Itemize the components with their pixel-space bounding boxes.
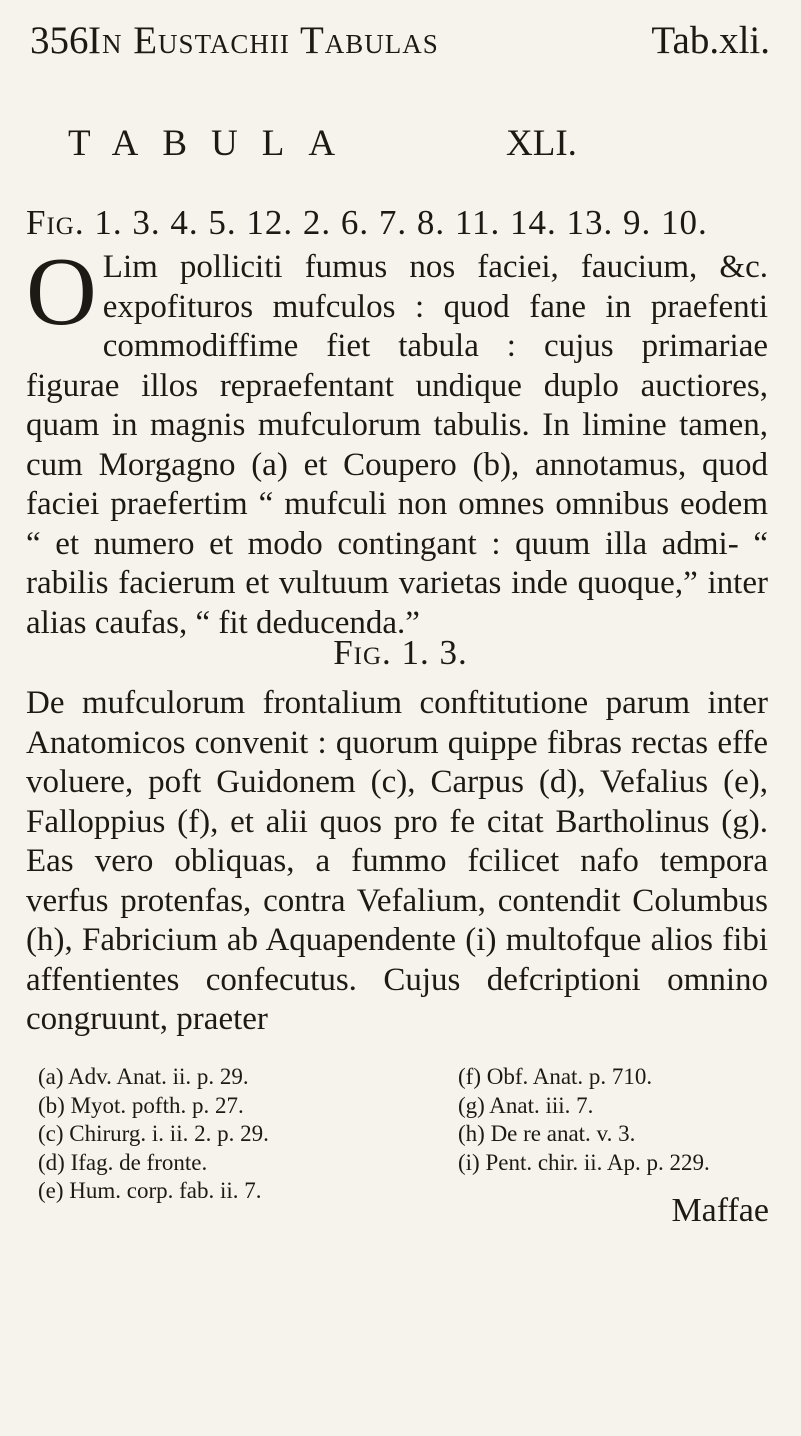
subheading-numbers: 1. 3. (401, 633, 468, 672)
footnote-b: (b) Myot. pofth. p. 27. (38, 1092, 244, 1118)
tabula-number: XLI. (506, 123, 577, 164)
paragraph-frontal-muscles (26, 684, 768, 1040)
catchword: Maffae (671, 1192, 769, 1229)
footnote-h: (h) De re anat. v. 3. (458, 1121, 636, 1146)
figure-list (26, 203, 708, 243)
paragraph-intro (26, 238, 768, 643)
footnote-e: (e) Hum. corp. fab. ii. 7. (38, 1178, 262, 1203)
paragraph-intro-text: Lim polliciti fumus nos faciei, faucium, &c. expofituros mufculos : quod fane in praefenti commodiffime fiet tabula : cujus primariae figurae illos repraefentant undique duplo auctiores, quam in magnis mufculorum tabulis. In limine tamen, cum Morgagno (a) et Coupero (b), annotamus, quod faciei praefertim “ mufculi non omnes omnibus eodem “ et numero et modo contingant : quum illa admi- “ rabilis facierum et vultuum varietas inde quoque,” inter alias caufas, “ fit deducenda.” (26, 249, 768, 641)
running-header (30, 18, 770, 76)
footnote-g: (g) Anat. iii. 7. (458, 1092, 594, 1118)
drop-cap: O (26, 238, 97, 346)
subheading-label: Fig. (333, 633, 392, 672)
footnotes-right-column (458, 1063, 788, 1177)
page-number: 356 (30, 19, 89, 62)
paragraph-frontal-text: De mufculorum frontalium conftitutione parum inter Anatomicos convenit : quorum quippe fibras rectas effe voluere, poft Guidonem (c), Carpus (d), Vefalius (e), Falloppius (f), et alii quos pro fe citat Bartholinus (g). Eas vero obliquas, a fummo fcilicet nafo tempora verfus protenfas, contra Vefalium, contendit Columbus (h), Fabricium ab Aquapendente (i) multofque alios fibi affentientes confecutus. Cujus defcriptioni omnino congruunt, praeter (26, 685, 768, 1037)
figure-subheading (0, 633, 801, 673)
figure-numbers: 1. 3. 4. 5. 12. 2. 6. 7. 8. 11. 14. 13. 9. 10. (94, 203, 708, 242)
footnote-d: (d) Ifag. de fronte. (38, 1149, 208, 1175)
tabula-heading: TABULA (68, 123, 360, 164)
footnote-a: (a) Adv. Anat. ii. p. 29. (38, 1064, 249, 1089)
figure-label: Fig. (26, 203, 85, 242)
table-reference: Tab.xli. (651, 19, 770, 62)
running-title: In Eustachii Tabulas (88, 19, 439, 62)
footnotes-left-column (38, 1063, 398, 1206)
footnote-c: (c) Chirurg. i. ii. 2. p. 29. (38, 1121, 269, 1146)
footnote-i: (i) Pent. chir. ii. Ap. p. 229. (458, 1149, 710, 1175)
footnote-f: (f) Obf. Anat. p. 710. (458, 1064, 653, 1089)
